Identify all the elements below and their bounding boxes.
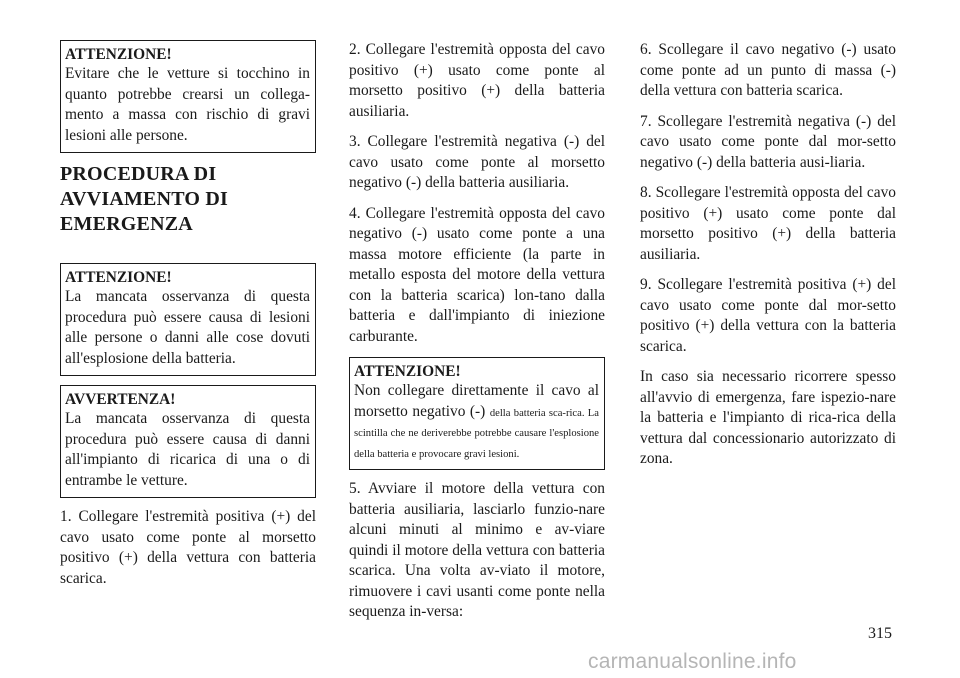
section-heading: PROCEDURA DI AVVIAMENTO DI EMERGENZA bbox=[60, 163, 229, 235]
watermark: carmanualsonline.info bbox=[588, 650, 797, 673]
warning-text: Evitare che le vetture si tocchino in quanto potrebbe crearsi un collega-mento a massa con rischio di gravi lesioni alle persone. bbox=[65, 65, 310, 144]
warning-text: La mancata osservanza di questa procedura può essere causa di lesioni alle persone o danni alle cose dovuti all'esplosione della batteria. bbox=[65, 288, 310, 367]
step-7: 7. Scollegare l'estremità negativa (-) del cavo usato come ponte dal mor-setto negativo (-) della batteria ausi-liaria. bbox=[640, 112, 896, 171]
warning-title: ATTENZIONE! bbox=[65, 269, 172, 286]
warning-text-small: della batteria sca-rica. La scintilla che ne deriverebbe potrebbe causare l'esplosione della batteria e provocare gravi lesioni. bbox=[354, 407, 599, 460]
step-6: 6. Scollegare il cavo negativo (-) usato come ponte ad un punto di massa (-) della vettura con batteria scarica. bbox=[640, 41, 896, 99]
step-3: 3. Collegare l'estremità negativa (-) del cavo usato come ponte al morsetto negativo (-) della batteria ausiliaria. bbox=[349, 133, 605, 191]
closing-note: In caso sia necessario ricorrere spesso all'avvio di emergenza, fare ispezio-nare la batteria e l'impianto di rica-rica della vettura dal concessionario autorizzato di zona. bbox=[640, 368, 896, 467]
warning-title: ATTENZIONE! bbox=[65, 46, 172, 63]
caution-text: La mancata osservanza di questa procedura può essere causa di danni all'impianto di ricarica di una o di entrambe le vetture. bbox=[65, 410, 310, 489]
step-1: 1. Collegare l'estremità positiva (+) del cavo usato come ponte al morsetto positivo (+) della vettura con batteria scarica. bbox=[60, 508, 316, 587]
step-2: 2. Collegare l'estremità opposta del cavo positivo (+) usato come ponte al morsetto positivo (+) della batteria ausiliaria. bbox=[349, 41, 605, 120]
warning-box-negative-terminal bbox=[349, 357, 605, 470]
step-8: 8. Scollegare l'estremità opposta del cavo positivo (+) usato come ponte dal morsetto positivo (+) della batteria ausiliaria. bbox=[640, 184, 896, 263]
warning-text-large: Non collegare direttamente il cavo al morsetto negativo (-) bbox=[354, 382, 599, 420]
warning-title: ATTENZIONE! bbox=[354, 363, 461, 380]
caution-title: AVVERTENZA! bbox=[65, 391, 176, 408]
column-left bbox=[60, 40, 316, 599]
warning-box-procedure bbox=[60, 263, 316, 376]
caution-box-charging bbox=[60, 385, 316, 498]
page-number: 315 bbox=[868, 625, 892, 642]
step-4: 4. Collegare l'estremità opposta del cavo negativo (-) usato come ponte a una massa motore efficiente (la parte in metallo esposta del motore della vettura con la batteria scarica) lon-tano dalla batteria e dall'impianto di iniezione carburante. bbox=[349, 204, 605, 345]
step-9: 9. Scollegare l'estremità positiva (+) del cavo usato come ponte dal mor-setto positivo (+) della vettura con la batteria scarica. bbox=[640, 276, 896, 355]
warning-box-contact bbox=[60, 40, 316, 153]
column-right bbox=[640, 40, 896, 480]
column-middle bbox=[349, 40, 605, 633]
step-5: 5. Avviare il motore della vettura con batteria ausiliaria, lasciarlo funzio-nare alcuni minuti al minimo e av-viare quindi il motore della vettura con batteria scarica. Una volta av-viato il motore, rimuovere i cavi usanti come ponte nella sequenza in-versa: bbox=[349, 480, 605, 620]
warning-text bbox=[354, 381, 599, 463]
